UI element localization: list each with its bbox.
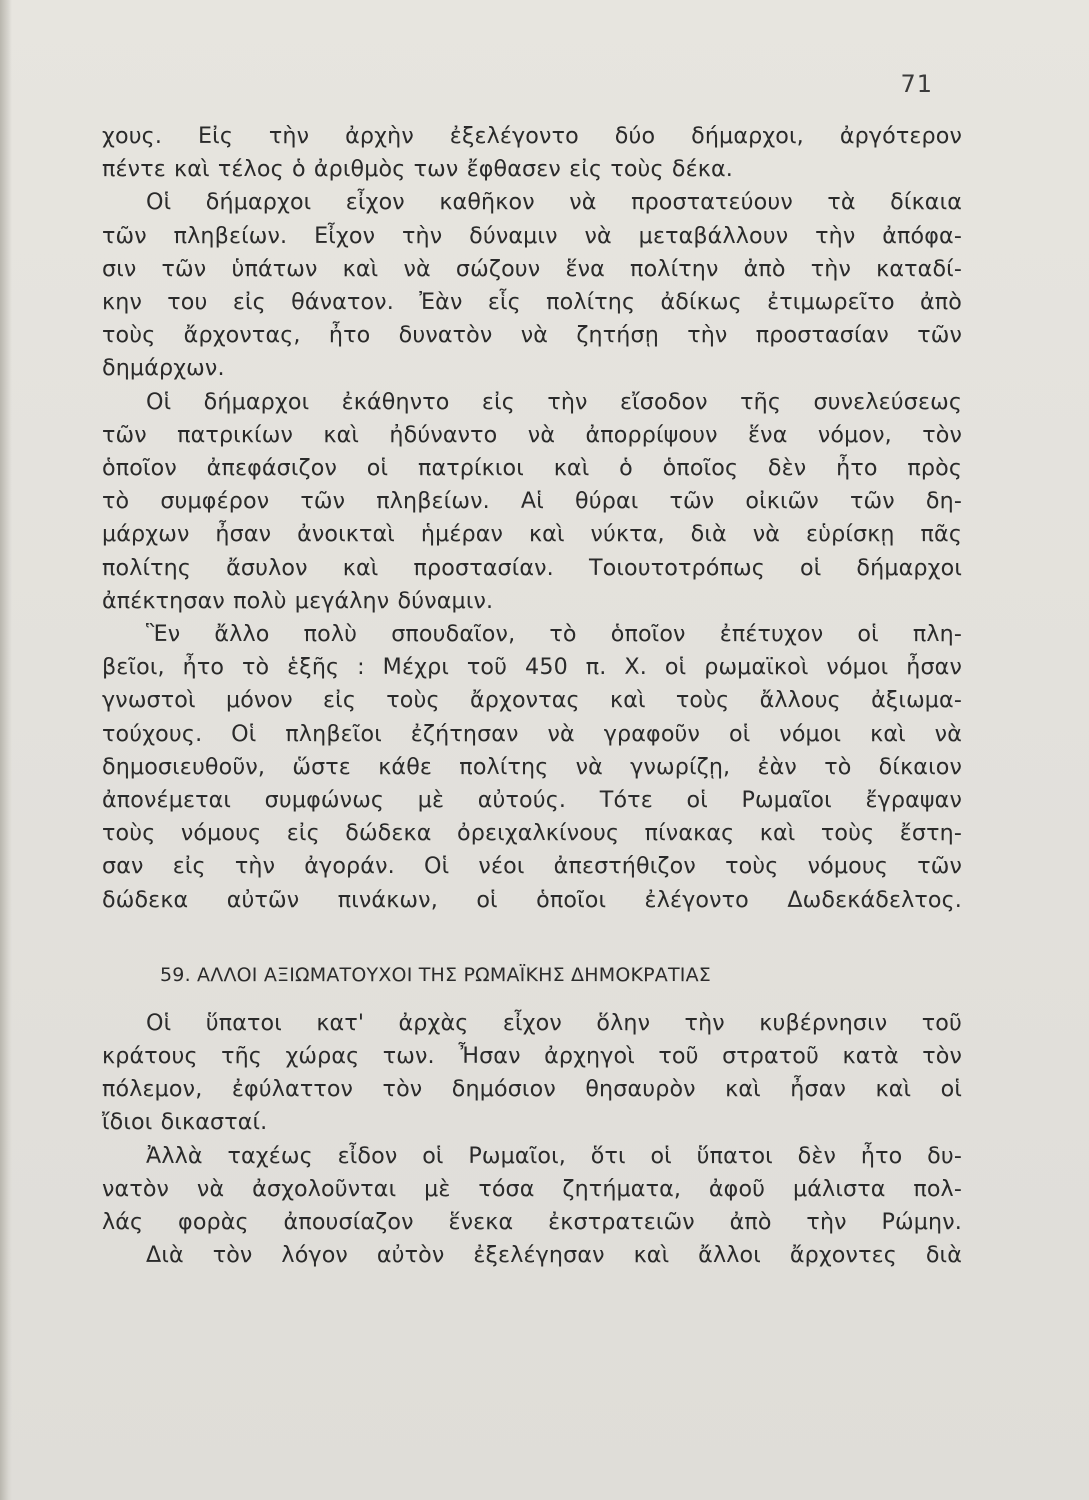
- text-line: Οἱ δήμαρχοι εἶχον καθῆκον νὰ προστατεύουν τὰ δίκαια: [146, 189, 962, 216]
- text-line: μάρχων ἦσαν ἀνοικταὶ ἡμέραν καὶ νύκτα, διὰ νὰ εὑρίσκῃ πᾶς: [102, 521, 962, 548]
- text-line: χους. Εἰς τὴν ἀρχὴν ἐξελέγοντο δύο δήμαρχοι, ἀργότερον: [102, 123, 962, 149]
- section-heading: 59. ΑΛΛΟΙ ΑΞΙΩΜΑΤΟΥΧΟΙ ΤΗΣ ΡΩΜΑΪΚΗΣ ΔΗΜΟΚΡΑΤΙΑΣ: [160, 963, 712, 986]
- text-line: Οἱ ὕπατοι κατ' ἀρχὰς εἶχον ὅλην τὴν κυβέρνησιν τοῦ: [146, 1009, 962, 1036]
- text-line: τῶν πληβείων. Εἶχον τὴν δύναμιν νὰ μεταβάλλουν τὴν ἀπόφα-: [102, 222, 962, 249]
- text-line: δώδεκα αὐτῶν πινάκων, οἱ ὁποῖοι ἐλέγοντο Δωδεκάδελτος.: [102, 886, 962, 913]
- text-line: ἴδιοι δικασταί.: [102, 1109, 268, 1136]
- text-line: πέντε καὶ τέλος ὁ ἀριθμὸς των ἔφθασεν εἰς τοὺς δέκα.: [102, 156, 733, 183]
- text-line: ἀπονέμεται συμφώνως μὲ αὐτούς. Τότε οἱ Ρωμαῖοι ἔγραψαν: [102, 787, 962, 814]
- text-line: σιν τῶν ὑπάτων καὶ νὰ σώζουν ἕνα πολίτην ἀπὸ τὴν καταδί-: [102, 255, 962, 282]
- text-line: Ἀλλὰ ταχέως εἶδον οἱ Ρωμαῖοι, ὅτι οἱ ὕπατοι δὲν ἦτο δυ-: [146, 1142, 962, 1169]
- text-line: τὸ συμφέρον τῶν πληβείων. Αἱ θύραι τῶν οἰκιῶν τῶν δη-: [102, 488, 962, 515]
- text-section-top: [102, 120, 962, 917]
- text-line: δημάρχων.: [102, 355, 225, 382]
- page-number: 71: [900, 70, 933, 98]
- text-line: τούχους. Οἱ πληβεῖοι ἐζήτησαν νὰ γραφοῦν οἱ νόμοι καὶ νὰ: [102, 720, 962, 747]
- text-line: πολίτης ἄσυλον καὶ προστασίαν. Τοιουτοτρόπως οἱ δήμαρχοι: [102, 554, 962, 581]
- text-line: τοὺς νόμους εἰς δώδεκα ὀρειχαλκίνους πίνακας καὶ τοὺς ἔστη-: [102, 820, 962, 847]
- text-line: κην του εἰς θάνατον. Ἐὰν εἷς πολίτης ἀδίκως ἐτιμωρεῖτο ἀπὸ: [102, 289, 962, 316]
- text-line: τῶν πατρικίων καὶ ἠδύναντο νὰ ἀπορρίψουν ἕνα νόμον, τὸν: [102, 421, 962, 448]
- text-line: ὁποῖον ἀπεφάσιζον οἱ πατρίκιοι καὶ ὁ ὁποῖος δὲν ἦτο πρὸς: [102, 455, 962, 482]
- text-line: βεῖοι, ἦτο τὸ ἑξῆς : Μέχρι τοῦ 450 π. Χ. οἱ ρωμαϊκοὶ νόμοι ἦσαν: [102, 654, 962, 681]
- text-line: νατὸν νὰ ἀσχολοῦνται μὲ τόσα ζητήματα, ἀφοῦ μάλιστα πολ-: [102, 1175, 962, 1202]
- text-line: Οἱ δήμαρχοι ἐκάθηντο εἰς τὴν εἴσοδον τῆς συνελεύσεως: [146, 388, 962, 415]
- text-line: κράτους τῆς χώρας των. Ἦσαν ἀρχηγοὶ τοῦ στρατοῦ κατὰ τὸν: [102, 1043, 962, 1070]
- text-line: ἀπέκτησαν πολὺ μεγάλην δύναμιν.: [102, 587, 494, 614]
- text-line: σαν εἰς τὴν ἀγοράν. Οἱ νέοι ἀπεστήθιζον τοὺς νόμους τῶν: [102, 853, 962, 880]
- text-line: Ἓν ἄλλο πολὺ σπουδαῖον, τὸ ὁποῖον ἐπέτυχον οἱ πλη-: [146, 621, 962, 648]
- text-section-59: [102, 1007, 962, 1273]
- text-line: δημοσιευθοῦν, ὥστε κάθε πολίτης νὰ γνωρίζῃ, ἐὰν τὸ δίκαιον: [102, 753, 962, 780]
- text-line: γνωστοὶ μόνον εἰς τοὺς ἄρχοντας καὶ τοὺς ἄλλους ἀξιωμα-: [102, 687, 962, 714]
- text-line: τοὺς ἄρχοντας, ἦτο δυνατὸν νὰ ζητήσῃ τὴν προστασίαν τῶν: [102, 322, 962, 349]
- text-line: λάς φορὰς ἀπουσίαζον ἕνεκα ἐκστρατειῶν ἀπὸ τὴν Ρώμην.: [102, 1209, 962, 1236]
- text-line: Διὰ τὸν λόγον αὐτὸν ἐξελέγησαν καὶ ἄλλοι ἄρχοντες διὰ: [146, 1242, 962, 1269]
- page-edge-shadow: [0, 0, 12, 1500]
- page-content: [102, 120, 962, 1273]
- text-line: πόλεμον, ἐφύλαττον τὸν δημόσιον θησαυρὸν καὶ ἦσαν καὶ οἱ: [102, 1076, 962, 1103]
